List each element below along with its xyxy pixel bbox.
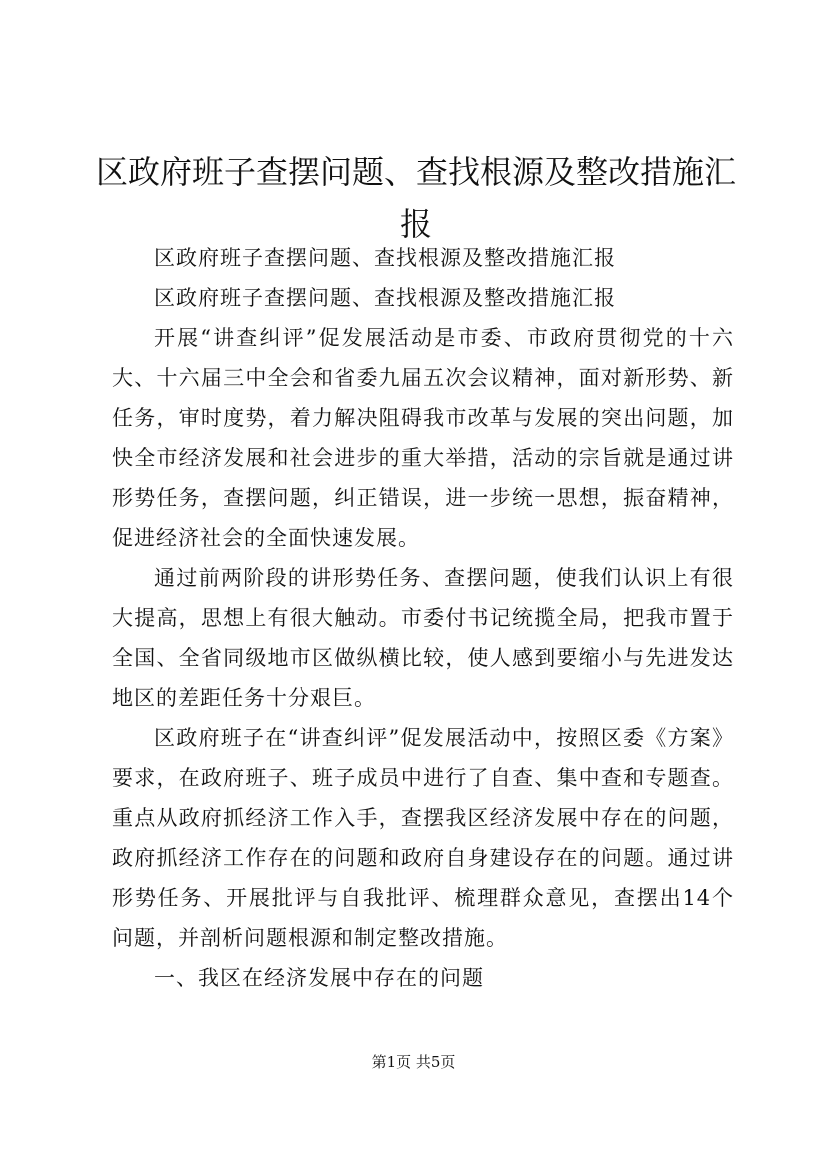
paragraph-stages: 通过前两阶段的讲形势任务、查摆问题，使我们认识上有很大提高，思想上有很大触动。市委付书记统揽全局，把我市置于全国、全省同级地市区做纵横比较，使人感到要缩小与先进发达地区的差距任务十分艰巨。	[112, 566, 734, 710]
paragraph-subtitle-2: 区政府班子查摆问题、查找根源及整改措施汇报	[154, 286, 616, 310]
document-title: 区政府班子查摆问题、查找根源及整改措施汇报	[96, 153, 737, 243]
page-number: 第1页 共5页	[371, 1053, 456, 1071]
paragraph-activity: 区政府班子在“讲查纠评”促发展活动中，按照区委《方案》要求，在政府班子、班子成员中进行了自查、集中查和专题查。重点从政府抓经济工作入手，查摆我区经济发展中存在的问题，政府抓经济工作存在的问题和政府自身建设存在的问题。通过讲形势任务、开展批评与自我批评、梳理群众意见，查摆出14个问题，并剖析问题根源和制定整改措施。	[112, 726, 734, 950]
paragraph-subtitle-1: 区政府班子查摆问题、查找根源及整改措施汇报	[154, 246, 616, 270]
paragraph-intro: 开展“讲查纠评”促发展活动是市委、市政府贯彻党的十六大、十六届三中全会和省委九届五次会议精神，面对新形势、新任务，审时度势，着力解决阻碍我市改革与发展的突出问题，加快全市经济发展和社会进步的重大举措，活动的宗旨就是通过讲形势任务，查摆问题，纠正错误，进一步统一思想，振奋精神，促进经济社会的全面快速发展。	[112, 326, 734, 550]
section-heading-1: 一、我区在经济发展中存在的问题	[154, 966, 484, 990]
document-body	[112, 238, 734, 998]
